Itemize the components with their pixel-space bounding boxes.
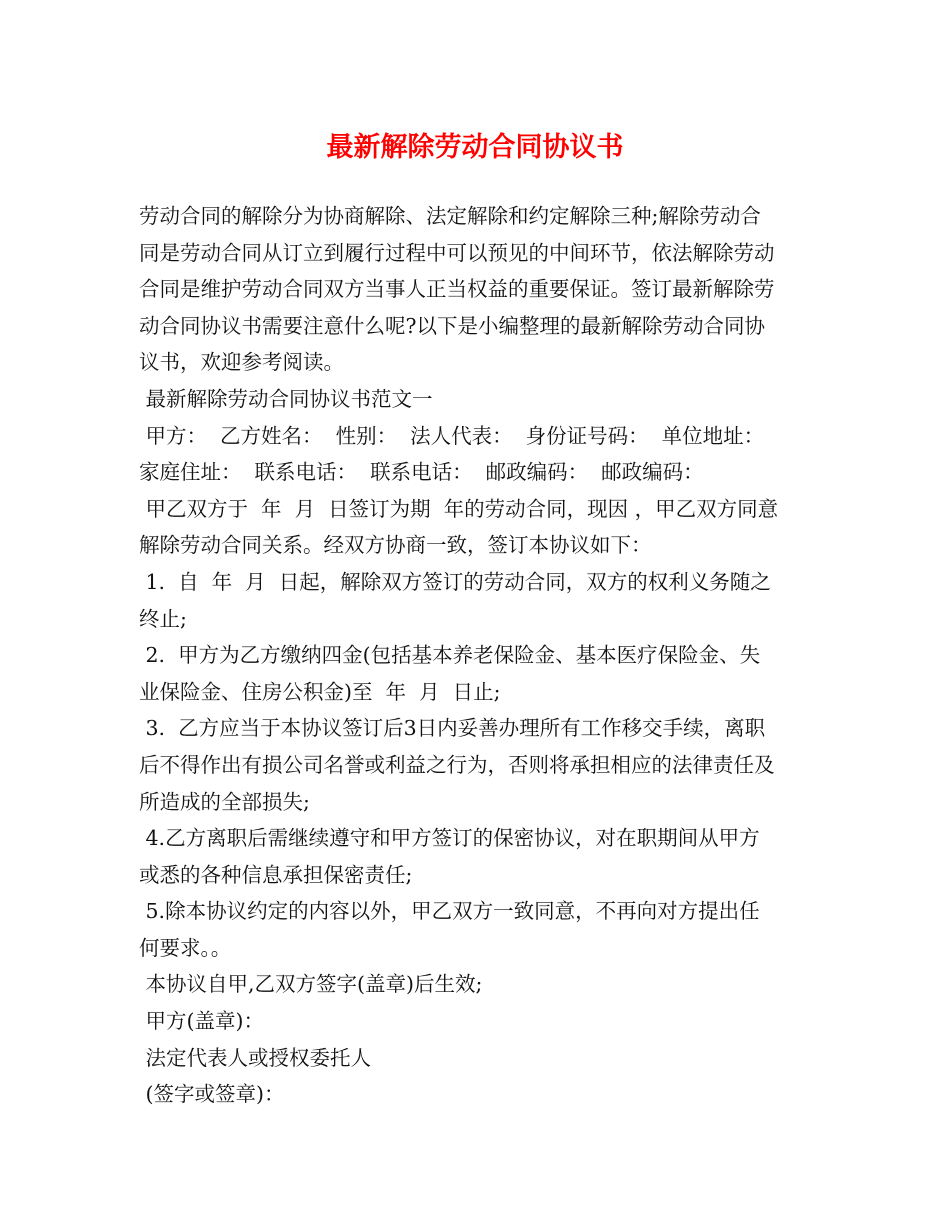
body-line: 议书，欢迎参考阅读。 — [139, 350, 344, 375]
clause-line: 1. 自 年 月 日起，解除双方签订的劳动合同，双方的权利义务随之 — [139, 569, 771, 594]
effective-line: 本协议自甲,乙双方签字(盖章)后生效; — [139, 972, 483, 997]
clause-line: 或悉的各种信息承担保密责任; — [139, 862, 413, 887]
body-line: 动合同协议书需要注意什么呢?以下是小编整理的最新解除劳动合同协 — [139, 313, 765, 338]
signature-line: 法定代表人或授权委托人 — [139, 1045, 372, 1070]
party-fields-line: 甲方： 乙方姓名： 性别： 法人代表： 身份证号码： 单位地址： — [139, 423, 765, 448]
clause-line: 后不得作出有损公司名誉或利益之行为，否则将承担相应的法律责任及 — [139, 752, 775, 777]
body-line: 劳动合同的解除分为协商解除、法定解除和约定解除三种;解除劳动合 — [139, 204, 761, 228]
clause-line: 所造成的全部损失; — [139, 789, 310, 814]
clause-line: 终止; — [139, 606, 187, 631]
body-line: 合同是维护劳动合同双方当事人正当权益的重要保证。签订最新解除劳 — [139, 277, 775, 302]
document-title: 最新解除劳动合同协议书 — [326, 132, 624, 163]
document-body — [139, 198, 819, 1113]
signature-line: 甲方(盖章)： — [139, 1009, 265, 1034]
clause-line: 4.乙方离职后需继续遵守和甲方签订的保密协议，对在职期间从甲方 — [139, 826, 760, 851]
clause-line: 3. 乙方应当于本协议签订后3日内妥善办理所有工作移交手续，离职 — [139, 716, 766, 741]
body-line: 同是劳动合同从订立到履行过程中可以预见的中间环节，依法解除劳动 — [139, 240, 775, 265]
signature-line: (签字或签章)： — [139, 1082, 285, 1107]
clause-line: 业保险金、住房公积金)至 年 月 日止; — [139, 679, 501, 704]
party-fields-line: 家庭住址： 联系电话： 联系电话： 邮政编码： 邮政编码： — [139, 460, 704, 485]
clause-line: 何要求。。 — [139, 935, 232, 960]
body-line: 解除劳动合同关系。经双方协商一致，签订本协议如下： — [139, 533, 652, 558]
clause-line: 5.除本协议约定的内容以外，甲乙双方一致同意，不再向对方提出任 — [139, 899, 760, 924]
body-line: 甲乙双方于 年 月 日签订为期 年的劳动合同，现因 ，甲乙双方同意 — [139, 496, 779, 521]
clause-line: 2. 甲方为乙方缴纳四金(包括基本养老保险金、基本医疗保险金、失 — [139, 643, 761, 668]
section-heading: 最新解除劳动合同协议书范文一 — [139, 386, 433, 411]
